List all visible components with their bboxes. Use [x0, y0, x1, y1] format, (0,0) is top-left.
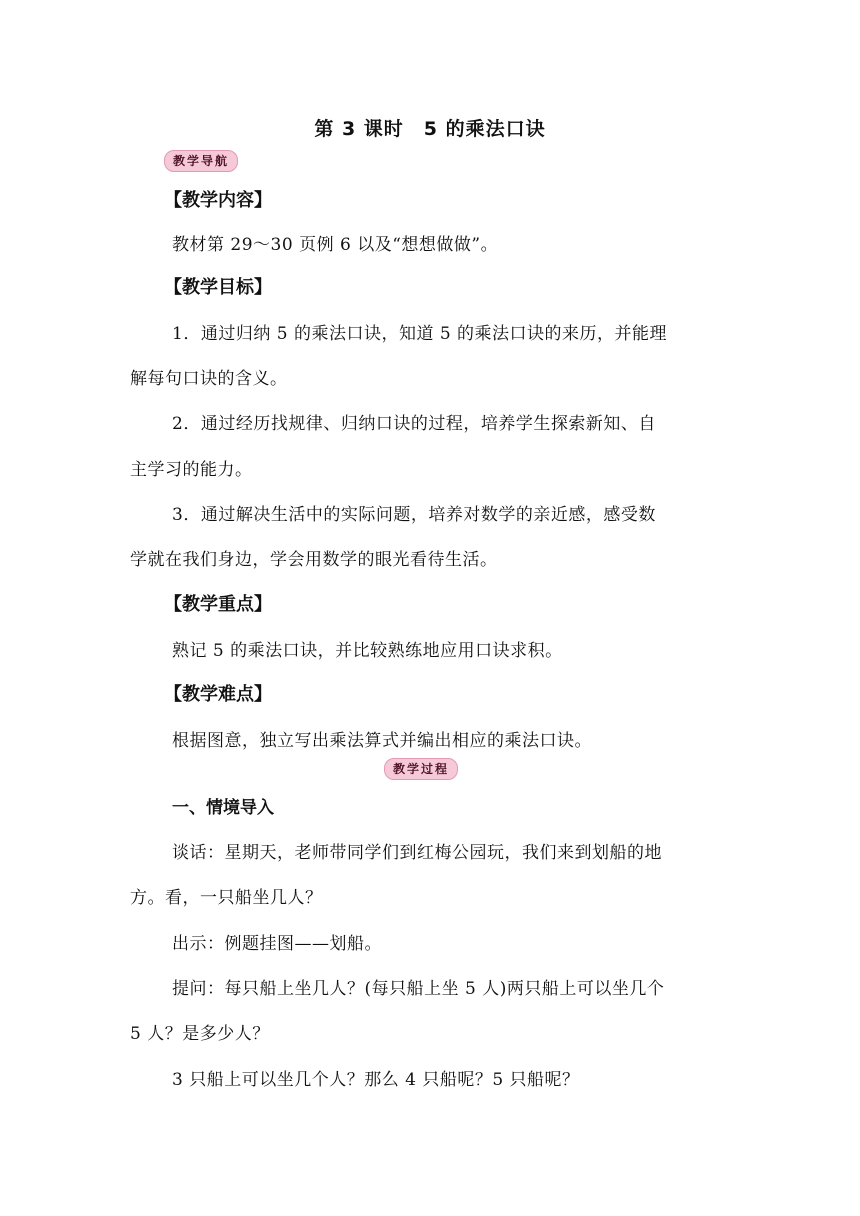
ask-line-1: 提问：每只船上坐几人？(每只船上坐 5 人)两只船上可以坐几个 — [172, 979, 665, 999]
section-1-title: 一、情境导入 — [172, 798, 274, 818]
difficult-points-text: 根据图意，独立写出乘法算式并编出相应的乘法口诀。 — [172, 731, 592, 751]
page-title: 第 3 课时 5 的乘法口诀 — [314, 118, 546, 140]
talk-line-1: 谈话：星期天，老师带同学们到红梅公园玩，我们来到划船的地 — [172, 843, 662, 863]
goal-3-line-2: 学就在我们身边，学会用数学的眼光看待生活。 — [130, 550, 498, 570]
ask-line-2: 5 人？是多少人？ — [130, 1024, 270, 1044]
talk-line-2: 方。看，一只船坐几人？ — [130, 888, 323, 908]
teaching-process-badge: 教学过程 — [384, 758, 458, 780]
content-text: 教材第 29～30 页例 6 以及“想想做做”。 — [172, 235, 499, 255]
goal-2-line-1: 2．通过经历找规律、归纳口诀的过程，培养学生探索新知、自 — [172, 414, 656, 434]
difficult-points-heading: 【教学难点】 — [164, 684, 272, 705]
goal-1-line-2: 解每句口诀的含义。 — [130, 369, 288, 389]
teaching-guide-badge: 教学导航 — [164, 150, 238, 172]
goal-2-line-2: 主学习的能力。 — [130, 460, 253, 480]
show-line: 出示：例题挂图——划船。 — [172, 934, 382, 954]
goal-1-line-1: 1．通过归纳 5 的乘法口诀，知道 5 的乘法口诀的来历，并能理 — [172, 324, 668, 344]
ask-line-3: 3 只船上可以坐几个人？那么 4 只船呢？5 只船呢？ — [172, 1070, 580, 1090]
goal-3-line-1: 3．通过解决生活中的实际问题，培养对数学的亲近感，感受数 — [172, 505, 656, 525]
key-points-text: 熟记 5 的乘法口诀，并比较熟练地应用口诀求积。 — [172, 641, 563, 661]
key-points-heading: 【教学重点】 — [164, 594, 272, 615]
content-heading: 【教学内容】 — [164, 190, 272, 211]
goals-heading: 【教学目标】 — [164, 277, 272, 298]
